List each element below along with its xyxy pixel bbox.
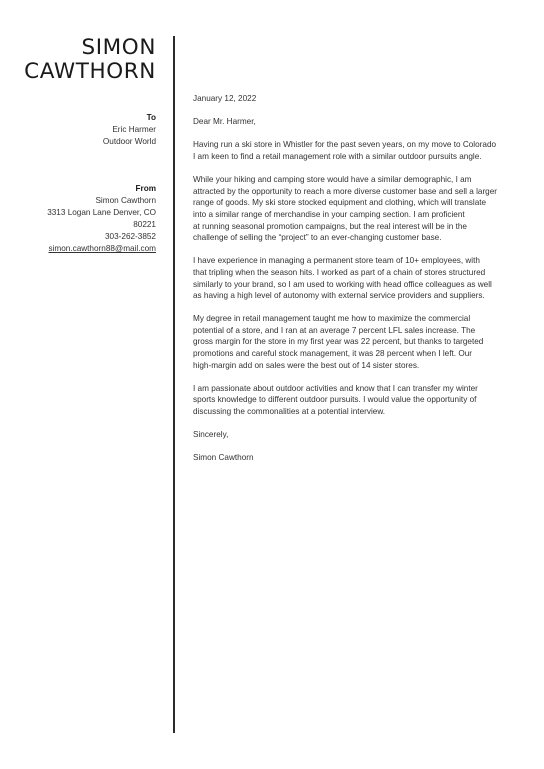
letter-line: My degree in retail management taught me how to maximize the commercial (193, 314, 471, 324)
letter-line: challenge of selling the “project” to an ever-changing customer base. (193, 233, 442, 243)
letter-signature: Simon Cawthorn (193, 453, 254, 463)
letter-line: sports knowledge to different outdoor pursuits. I would value the opportunity of (193, 395, 477, 405)
sender-address: 3313 Logan Lane Denver, CO (47, 208, 156, 217)
letter-line: While your hiking and camping store would have a similar demographic, I am (193, 175, 472, 185)
letter-line: at running seasonal promotion campaigns, but the real interest will be in the (193, 221, 467, 231)
letter-paragraph (193, 174, 523, 244)
recipient-name: Eric Harmer (112, 125, 156, 134)
letter-line: gross margin for the store in my first year was 22 percent, but thanks to targeted (193, 337, 484, 347)
sender-full-name: Simon Cawthorn (95, 196, 156, 205)
letter-line: I have experience in managing a permanent store team of 10+ employees, with (193, 256, 480, 266)
from-label: From (135, 184, 156, 193)
letter-line: high-margin add on sales were the best out of 14 sister stores. (193, 360, 420, 370)
letter-line: similarly to your brand, so I am used to working with head office colleagues as well (193, 279, 492, 289)
letter-salutation: Dear Mr. Harmer, (193, 117, 256, 127)
letter-paragraph (193, 383, 523, 418)
letter-paragraph (193, 255, 523, 301)
letter-line: as having a high level of autonomy with external service providers and suppliers. (193, 291, 485, 301)
letter-line: that tripling when the season hits. I worked as part of a chain of stores structured (193, 267, 486, 277)
letter-date: January 12, 2022 (193, 94, 257, 103)
letter-line: into a similar range of merchandise in your camping section. I am proficient (193, 209, 465, 219)
letter-line: promotions and careful stock management, it was 28 percent when I left. Our (193, 349, 472, 359)
letter-paragraphs (193, 139, 523, 417)
vertical-divider (173, 36, 175, 733)
sender-last-name: CAWTHORN (24, 59, 156, 84)
sender-block (47, 183, 156, 255)
letter-line: I am keen to find a retail management role with a similar outdoor pursuits angle. (193, 151, 482, 161)
to-label: To (146, 113, 156, 122)
letter-paragraph (193, 313, 523, 371)
sender-first-name: SIMON (81, 35, 156, 60)
sender-email-link[interactable]: simon.cawthorn88@mail.com (48, 244, 156, 253)
letter-line: Having run a ski store in Whistler for the past seven years, on my move to Colorado (193, 140, 497, 150)
letter-paragraph (193, 139, 523, 162)
sender-name (24, 36, 156, 84)
letter-line: potential of a store, and I ran at an average 7 percent LFL sales increase. The (193, 325, 476, 335)
letter-line: range of goods. My ski store stocked equipment and clothing, which will translate (193, 198, 487, 208)
recipient-company: Outdoor World (102, 137, 156, 146)
recipient-block (103, 112, 156, 148)
letter-line: I am passionate about outdoor activities and know that I can transfer my winter (193, 383, 478, 393)
sender-phone: 303-262-3852 (105, 232, 156, 241)
letter-closing: Sincerely, (193, 430, 229, 440)
letter-body (193, 93, 523, 476)
letter-line: discussing the commonalities at a potential interview. (193, 407, 386, 417)
letter-line: attracted by the opportunity to reach a more diverse customer base and sell a larger (193, 186, 498, 196)
sender-zip: 80221 (133, 220, 156, 229)
